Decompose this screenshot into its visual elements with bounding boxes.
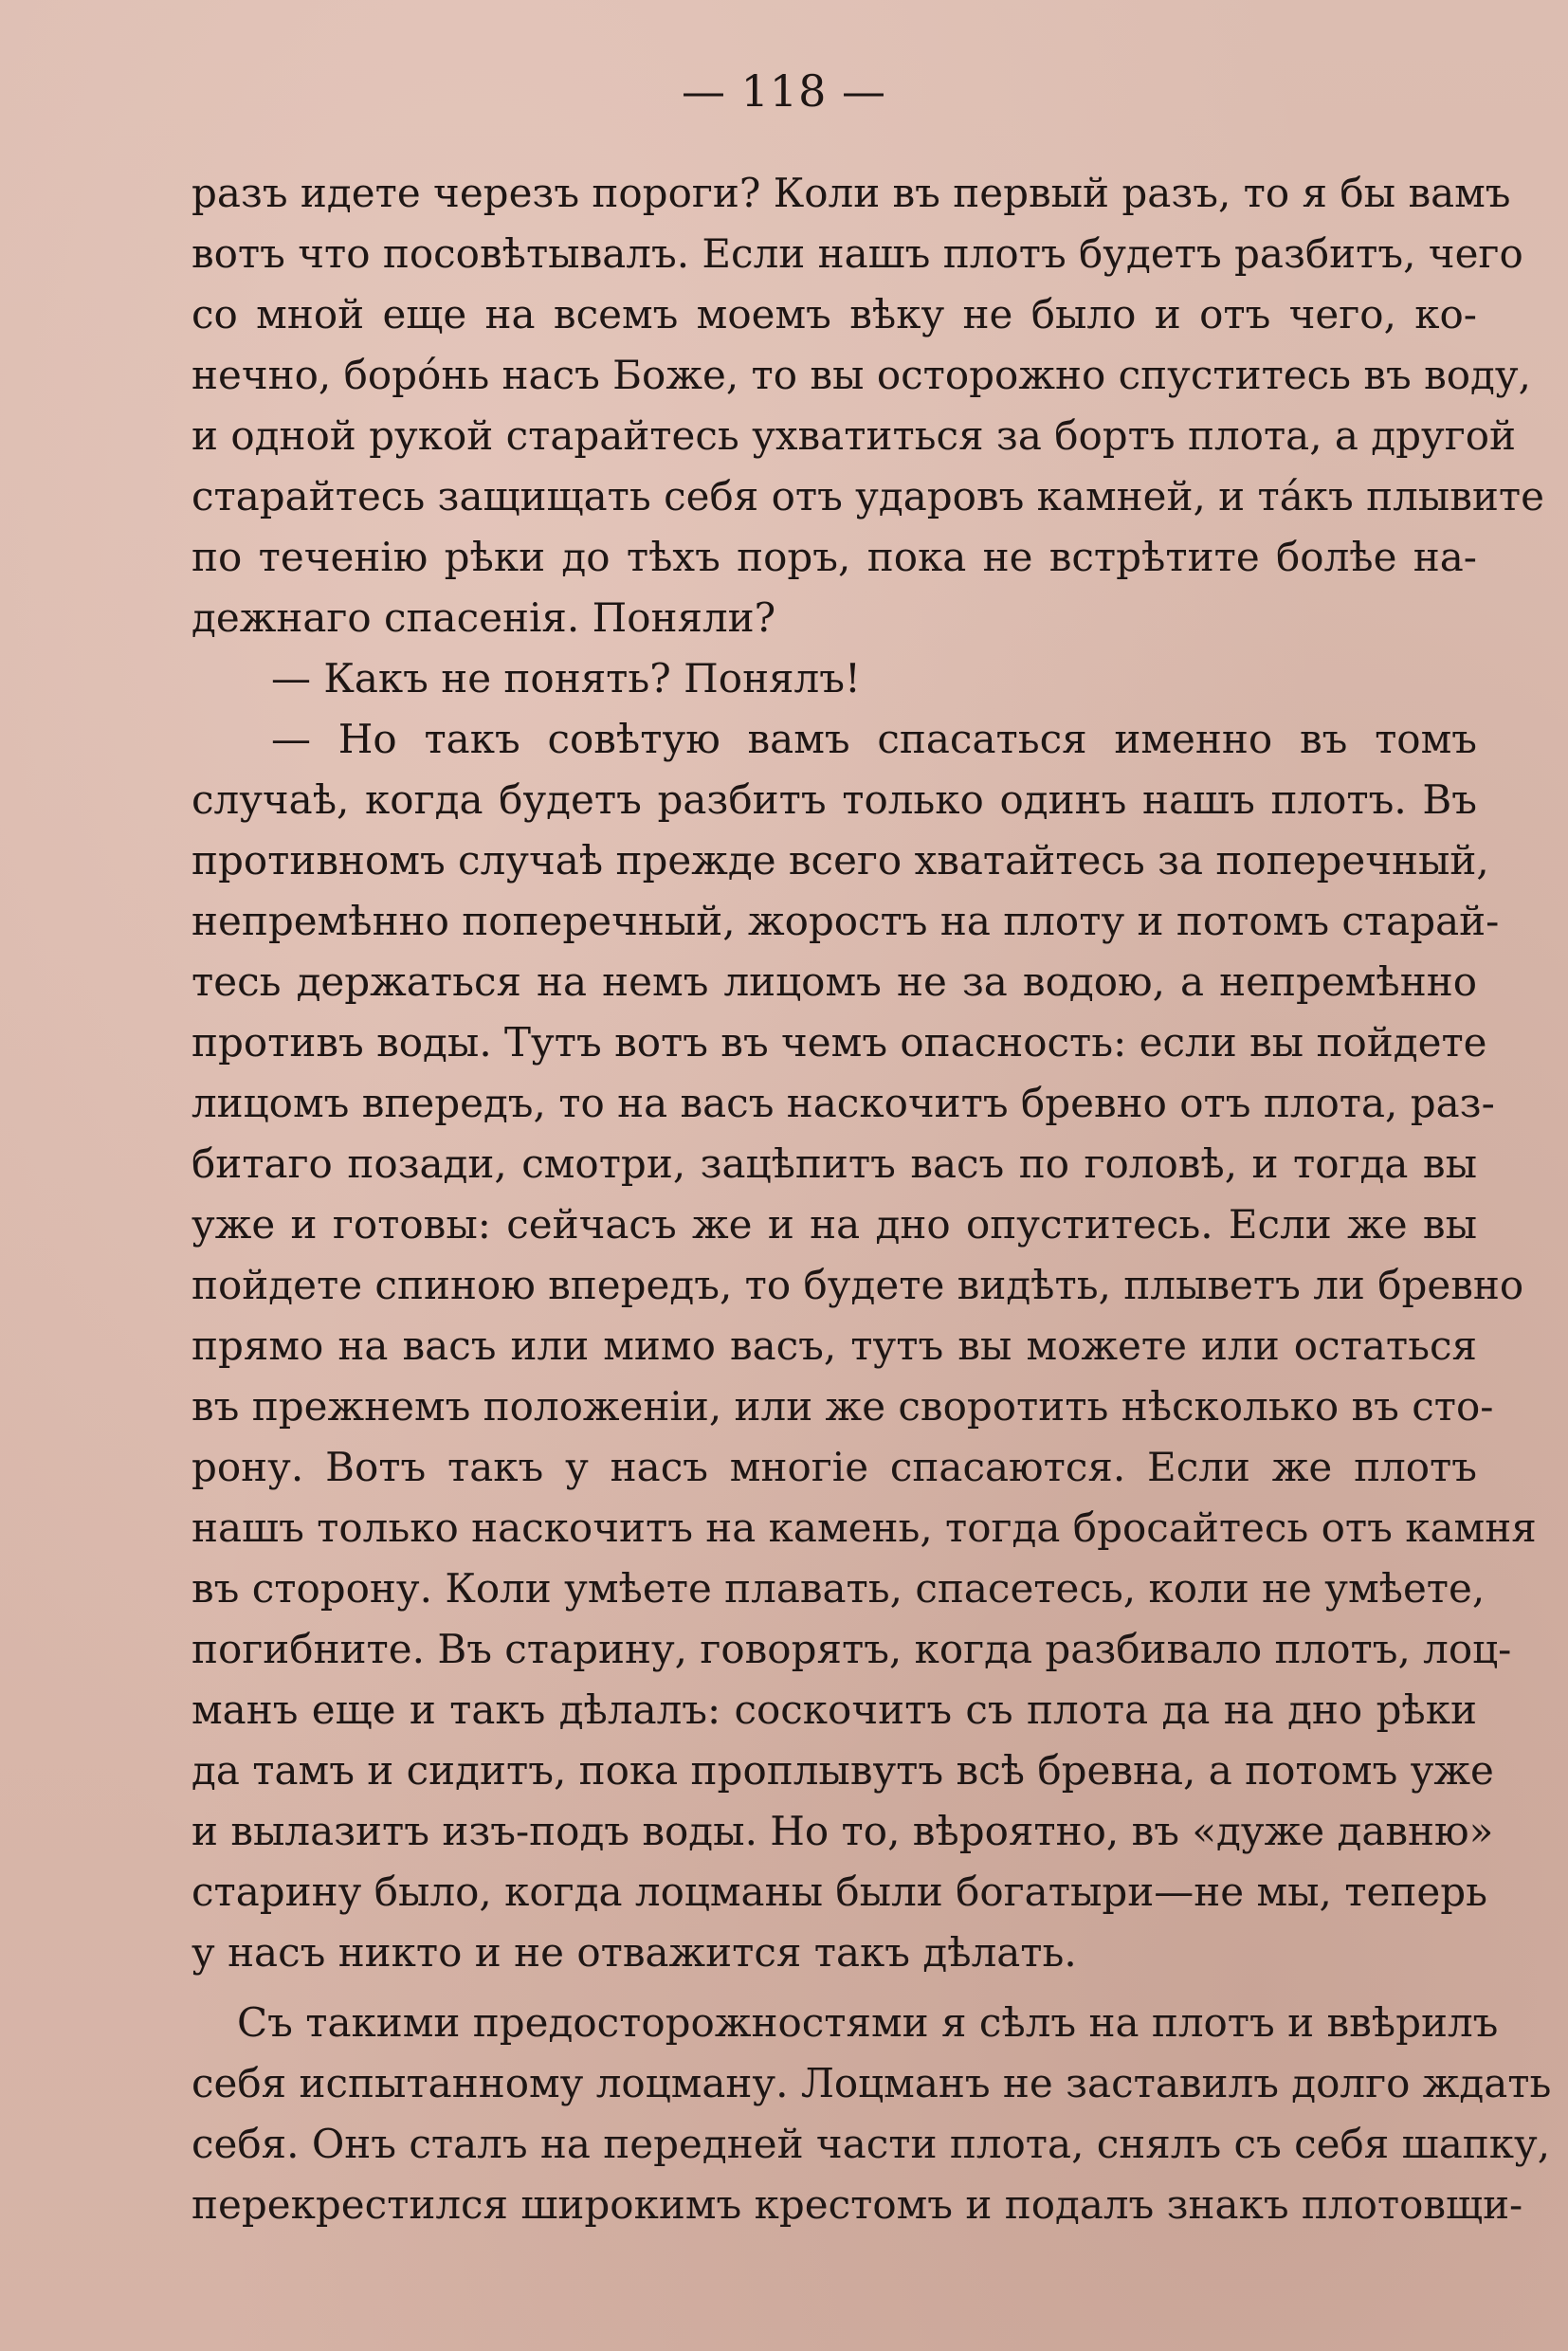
paragraph-gap (191, 1983, 1477, 1993)
text-line: по теченію рѣки до тѣхъ поръ, пока не встрѣтите болѣе на- (191, 534, 1477, 580)
text-line: противномъ случаѣ прежде всего хватайтесь за поперечный, (191, 837, 1489, 884)
text-line: битаго позади, смотри, зацѣпитъ васъ по головѣ, и тогда вы (191, 1140, 1477, 1187)
text-line: себя. Онъ сталъ на передней части плота, снялъ съ себя шапку, (191, 2121, 1551, 2167)
dialogue-line: — Но такъ совѣтую вамъ спасаться именно въ томъ (271, 716, 1477, 762)
text-line: старайтесь защищать себя отъ ударовъ камней, и тáкъ плывите (191, 473, 1544, 519)
text-line: вотъ что посовѣтывалъ. Если нашъ плотъ будетъ разбитъ, чего (191, 230, 1523, 277)
text-line: манъ еще и такъ дѣлалъ: соскочитъ съ плота да на дно рѣки (191, 1686, 1477, 1733)
text-line: разъ идете черезъ пороги? Коли въ первый разъ, то я бы вамъ (191, 170, 1511, 216)
page-number: — 118 — (681, 65, 887, 117)
text-line: со мной еще на всемъ моемъ вѣку не было и отъ чего, ко- (191, 291, 1477, 337)
text-line: рону. Вотъ такъ у насъ многіе спасаются. Если же плотъ (191, 1444, 1477, 1490)
text-line: въ прежнемъ положеніи, или же своротить нѣсколько въ сто- (191, 1383, 1494, 1430)
text-line: пойдете спиною впередъ, то будете видѣть, плыветъ ли бревно (191, 1262, 1524, 1308)
text-line: перекрестился широкимъ крестомъ и подалъ знакъ плотовщи- (191, 2181, 1523, 2228)
text-line: себя испытанному лоцману. Лоцманъ не заставилъ долго ждать (191, 2060, 1552, 2106)
dialogue-line: — Какъ не понять? Понялъ! (271, 655, 861, 702)
text-line: противъ воды. Тутъ вотъ въ чемъ опасность: если вы пойдете (191, 1019, 1487, 1066)
text-line: старину было, когда лоцманы были богатыри—не мы, теперь (191, 1868, 1487, 1915)
text-line: у насъ никто и не отважится такъ дѣлать. (191, 1929, 1077, 1976)
text-line: непремѣнно поперечный, жоростъ на плоту и потомъ старай- (191, 898, 1500, 944)
text-line: въ сторону. Коли умѣете плавать, спасетесь, коли не умѣете, (191, 1565, 1486, 1612)
text-line: Съ такими предосторожностями я сѣлъ на плотъ и ввѣрилъ (237, 1999, 1499, 2046)
text-line: нашъ только наскочитъ на камень, тогда бросайтесь отъ камня (191, 1504, 1537, 1551)
text-line: нечно, борóнь насъ Боже, то вы осторожно спуститесь въ воду, (191, 352, 1531, 398)
text-line: прямо на васъ или мимо васъ, тутъ вы можете или остаться (191, 1322, 1477, 1369)
body-text (191, 163, 1552, 2235)
text-line: тесь держаться на немъ лицомъ не за водою, а непремѣнно (191, 958, 1477, 1005)
text-line: лицомъ впередъ, то на васъ наскочитъ бревно отъ плота, раз- (191, 1080, 1495, 1126)
text-line: погибните. Въ старину, говорятъ, когда разбивало плотъ, лоц- (191, 1626, 1512, 1672)
text-line: и одной рукой старайтесь ухватиться за бортъ плота, а другой (191, 412, 1517, 459)
text-line: дежнаго спасенія. Поняли? (191, 594, 776, 641)
text-line: и вылазитъ изъ-подъ воды. Но то, вѣроятно, въ «дуже давню» (191, 1808, 1494, 1854)
text-line: уже и готовы: сейчасъ же и на дно опуститесь. Если же вы (191, 1201, 1477, 1248)
text-line: случаѣ, когда будетъ разбитъ только одинъ нашъ плотъ. Въ (191, 776, 1477, 823)
text-line: да тамъ и сидитъ, пока проплывутъ всѣ бревна, а потомъ уже (191, 1747, 1494, 1794)
